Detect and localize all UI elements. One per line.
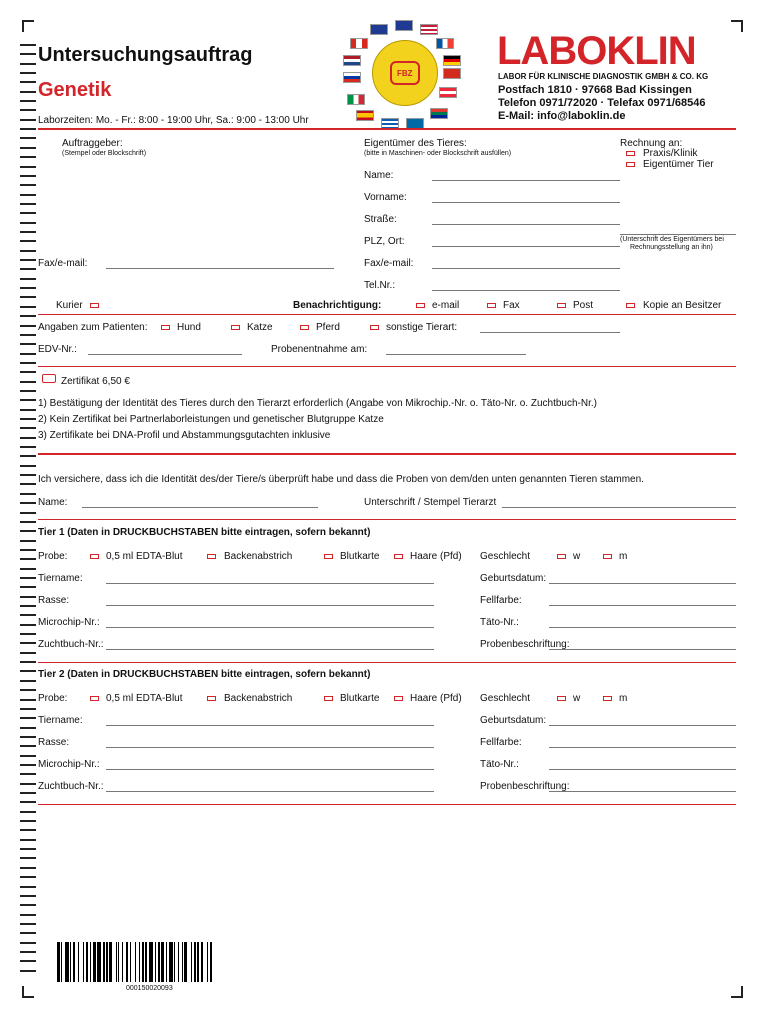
auftraggeber-label: Auftraggeber: — [62, 138, 123, 149]
barcode-bar — [191, 942, 192, 982]
probe-date-label: Probenentnahme am: — [271, 344, 368, 355]
barcode-bar — [109, 942, 112, 982]
animal-1-beschriftung-field[interactable] — [549, 649, 736, 650]
animal-2-rasse-field[interactable] — [106, 747, 434, 748]
animal-1-fellfarbe-field[interactable] — [549, 605, 736, 606]
owner-tel-field[interactable] — [432, 290, 620, 291]
scan-mark — [20, 268, 36, 270]
scan-mark — [20, 727, 36, 729]
scan-mark — [20, 399, 36, 401]
scan-mark — [20, 614, 36, 616]
barcode-bar — [161, 942, 164, 982]
barcode-bar — [57, 942, 60, 982]
scan-mark — [20, 259, 36, 261]
scan-mark — [20, 904, 36, 906]
barcode-bar — [158, 942, 159, 982]
scan-mark — [20, 792, 36, 794]
scan-mark — [20, 839, 36, 841]
animal-1-zucht-field[interactable] — [106, 649, 434, 650]
scan-mark — [20, 137, 36, 139]
barcode-bar — [184, 942, 187, 982]
scan-mark — [20, 446, 36, 448]
scan-mark — [20, 81, 36, 83]
animal-1-rasse-field[interactable] — [106, 605, 434, 606]
animal-1-w-checkbox[interactable] — [557, 554, 566, 559]
scan-mark — [20, 287, 36, 289]
scan-mark — [20, 867, 36, 869]
animal-2-geburt-field[interactable] — [549, 725, 736, 726]
scan-mark — [20, 353, 36, 355]
scan-mark — [20, 156, 36, 158]
scan-mark — [20, 325, 36, 327]
barcode-bar — [135, 942, 136, 982]
scan-mark — [20, 577, 36, 579]
scan-mark — [20, 203, 36, 205]
scan-mark — [20, 231, 36, 233]
barcode-bar — [93, 942, 96, 982]
flag-netherlands-icon — [343, 55, 361, 66]
barcode-bar — [155, 942, 156, 982]
patient-katze-label: Katze — [247, 322, 273, 333]
scan-mark — [20, 184, 36, 186]
flag-uk-icon — [370, 24, 388, 35]
barcode-bar — [201, 942, 202, 982]
scan-mark — [20, 633, 36, 635]
animal-2-edta-checkbox[interactable] — [90, 696, 99, 701]
laboklin-logo: LABOKLIN — [497, 29, 696, 73]
scan-mark — [20, 512, 36, 514]
animal-2-backen-checkbox[interactable] — [207, 696, 216, 701]
owner-tel-label: Tel.Nr.: — [364, 280, 396, 291]
animal-2-geschlecht-label: Geschlecht — [480, 693, 531, 704]
barcode-bar — [90, 942, 91, 982]
animal-1-chip-field[interactable] — [106, 627, 434, 628]
invoice-signature-hint1: (Unterschrift des Eigentümers bei — [620, 236, 724, 243]
animal-1-chip-label: Microchip-Nr.: — [38, 617, 100, 628]
animal-2-haare-checkbox[interactable] — [394, 696, 403, 701]
animal-2-tiername-field[interactable] — [106, 725, 434, 726]
animal-2-chip-label: Microchip-Nr.: — [38, 759, 100, 770]
certificate-note1: 1) Bestätigung der Identität des Tieres durch den Tierarzt erforderlich (Angabe von Mikrochip.-Nr. o. Täto-Nr. o. Zuchtbuch-Nr.) — [38, 398, 597, 409]
certificate-note2: 2) Kein Zertifikat bei Partnerlaborleistungen und genetischer Blutgruppe Katze — [38, 414, 384, 425]
notify-email-checkbox[interactable] — [416, 303, 425, 308]
animal-2-heading: Tier 2 (Daten in DRUCKBUCHSTABEN bitte eintragen, sofern bekannt) — [38, 669, 371, 680]
animal-1-edta-label: 0,5 ml EDTA-Blut — [106, 551, 183, 562]
patient-hund-checkbox[interactable] — [161, 325, 170, 330]
patient-hund-label: Hund — [177, 322, 201, 333]
declaration-signature-label: Unterschrift / Stempel Tierarzt — [364, 497, 497, 508]
scan-mark — [20, 147, 36, 149]
animal-1-haare-label: Haare (Pfd) — [410, 551, 462, 562]
barcode-number: 000150020093 — [126, 985, 173, 992]
animal-1-backen-checkbox[interactable] — [207, 554, 216, 559]
animal-1-beschriftung-label: Probenbeschriftung: — [480, 639, 570, 650]
scan-mark — [20, 605, 36, 607]
edv-label: EDV-Nr.: — [38, 344, 77, 355]
animal-2-fellfarbe-label: Fellfarbe: — [480, 737, 522, 748]
animal-2-tiername-label: Tiername: — [38, 715, 83, 726]
scan-mark — [20, 194, 36, 196]
owner-vorname-label: Vorname: — [364, 192, 407, 203]
barcode-bar — [130, 942, 131, 982]
corner-mark-bottom-right — [731, 986, 743, 998]
scan-mark — [20, 100, 36, 102]
scan-mark — [20, 222, 36, 224]
scan-mark — [20, 811, 36, 813]
owner-name-field[interactable] — [432, 180, 620, 181]
owner-strasse-field[interactable] — [432, 224, 620, 225]
scan-mark — [20, 390, 36, 392]
notify-post-checkbox[interactable] — [557, 303, 566, 308]
scan-mark — [20, 624, 36, 626]
scan-mark — [20, 502, 36, 504]
scan-mark — [20, 521, 36, 523]
animal-2-geburt-label: Geburtsdatum: — [480, 715, 547, 726]
scan-mark — [20, 427, 36, 429]
lab-hours: Laborzeiten: Mo. - Fr.: 8:00 - 19:00 Uhr, Sa.: 9:00 - 13:00 Uhr — [38, 115, 309, 126]
patient-pferd-label: Pferd — [316, 322, 340, 333]
scan-mark — [20, 586, 36, 588]
animal-1-tiername-field[interactable] — [106, 583, 434, 584]
certificate-label: Zertifikat 6,50 € — [61, 376, 130, 387]
barcode-bar — [70, 942, 71, 982]
certificate-icon — [42, 374, 56, 383]
barcode-bar — [145, 942, 146, 982]
scan-mark — [20, 437, 36, 439]
scan-mark — [20, 932, 36, 934]
lab-email: E-Mail: info@laboklin.de — [498, 110, 626, 122]
barcode-bar — [142, 942, 145, 982]
owner-plz-field[interactable] — [432, 246, 620, 247]
declaration-text: Ich versichere, dass ich die Identität des/der Tiere/s überprüft habe und dass die Proben von dem/den unten genannten Tieren stammen. — [38, 474, 644, 485]
scan-mark — [20, 109, 36, 111]
invoice-heading: Rechnung an: — [620, 138, 683, 149]
scan-mark — [20, 820, 36, 822]
barcode-bar — [73, 942, 76, 982]
animal-2-zucht-label: Zuchtbuch-Nr.: — [38, 781, 104, 792]
page-subtitle: Genetik — [38, 79, 112, 101]
divider-red — [38, 128, 736, 130]
animal-1-haare-checkbox[interactable] — [394, 554, 403, 559]
client-fax-label: Fax/e-mail: — [38, 258, 88, 269]
animal-2-blut-label: Blutkarte — [340, 693, 380, 704]
notify-email-label: e-mail — [432, 300, 460, 311]
declaration-name-field[interactable] — [82, 507, 318, 508]
barcode-bar — [166, 942, 167, 982]
declaration-name-label: Name: — [38, 497, 68, 508]
scan-mark — [20, 362, 36, 364]
notify-label: Benachrichtigung: — [293, 300, 382, 311]
fbz-seal-icon — [372, 40, 438, 106]
animal-1-backen-label: Backenabstrich — [224, 551, 293, 562]
scan-mark — [20, 53, 36, 55]
animal-1-divider-red — [38, 662, 736, 663]
auftraggeber-hint: (Stempel oder Blockschrift) — [62, 150, 147, 157]
flag-south-africa-icon — [430, 108, 448, 119]
flag-austria-icon — [439, 87, 457, 98]
scan-mark — [20, 848, 36, 850]
animal-2-fellfarbe-field[interactable] — [549, 747, 736, 748]
scan-mark — [20, 63, 36, 65]
animal-1-heading: Tier 1 (Daten in DRUCKBUCHSTABEN bitte eintragen, sofern bekannt) — [38, 527, 371, 538]
owner-fax-field[interactable] — [432, 268, 620, 269]
certificate-note3: 3) Zertifikate bei DNA-Profil und Abstammungsgutachten inklusive — [38, 430, 331, 441]
probe-date-field[interactable] — [386, 354, 526, 355]
lab-address: Postfach 1810 · 97668 Bad Kissingen — [498, 84, 692, 96]
animal-2-w-checkbox[interactable] — [557, 696, 566, 701]
notify-fax-checkbox[interactable] — [487, 303, 496, 308]
animal-2-blut-checkbox[interactable] — [324, 696, 333, 701]
barcode-bar — [116, 942, 117, 982]
client-fax-field[interactable] — [106, 268, 334, 269]
animal-2-m-checkbox[interactable] — [603, 696, 612, 701]
flag-france-icon — [436, 38, 454, 49]
barcode-bar — [139, 942, 140, 982]
owner-fax-label: Fax/e-mail: — [364, 258, 414, 269]
declaration-signature-field[interactable] — [502, 507, 736, 508]
flag-us-icon — [420, 24, 438, 35]
animal-1-zucht-label: Zuchtbuch-Nr.: — [38, 639, 104, 650]
barcode — [57, 942, 253, 982]
owner-vorname-field[interactable] — [432, 202, 620, 203]
owner-heading: Eigentümer des Tieres: — [364, 138, 467, 149]
lab-phone: Telefon 0971/72020 · Telefax 0971/68546 — [498, 97, 706, 109]
divider-red — [38, 519, 736, 520]
owner-plz-label: PLZ, Ort: — [364, 236, 405, 247]
invoice-signature-hint2: Rechnungsstellung an ihn) — [630, 244, 713, 251]
scan-mark — [20, 296, 36, 298]
scan-mark — [20, 278, 36, 280]
kurier-label: Kurier — [56, 300, 83, 311]
corner-mark-bottom-left — [22, 986, 34, 998]
scan-mark — [20, 914, 36, 916]
barcode-bar — [182, 942, 183, 982]
scan-mark — [20, 175, 36, 177]
scan-mark — [20, 717, 36, 719]
barcode-bar — [194, 942, 197, 982]
barcode-bar — [118, 942, 119, 982]
invoice-owner-checkbox[interactable] — [626, 162, 635, 167]
animal-2-backen-label: Backenabstrich — [224, 693, 293, 704]
scan-mark — [20, 530, 36, 532]
scan-mark — [20, 708, 36, 710]
barcode-bar — [178, 942, 179, 982]
edv-field[interactable] — [88, 354, 242, 355]
animal-1-w-label: w — [573, 551, 581, 562]
barcode-bar — [86, 942, 89, 982]
barcode-bar — [126, 942, 129, 982]
scan-mark — [20, 736, 36, 738]
animal-1-fellfarbe-label: Fellfarbe: — [480, 595, 522, 606]
scan-mark — [20, 895, 36, 897]
animal-2-chip-field[interactable] — [106, 769, 434, 770]
animal-1-tiername-label: Tiername: — [38, 573, 83, 584]
scan-mark — [20, 72, 36, 74]
owner-hint: (bitte in Maschinen- oder Blockschrift ausfüllen) — [364, 150, 512, 157]
animal-2-zucht-field[interactable] — [106, 791, 434, 792]
scan-mark — [20, 549, 36, 551]
scan-mark — [20, 951, 36, 953]
flag-germany-icon — [443, 55, 461, 66]
scan-mark — [20, 596, 36, 598]
scan-mark — [20, 128, 36, 130]
patient-other-label: sonstige Tierart: — [386, 322, 458, 333]
animal-2-beschriftung-label: Probenbeschriftung: — [480, 781, 570, 792]
scan-mark — [20, 699, 36, 701]
scan-mark — [20, 306, 36, 308]
scan-mark — [20, 474, 36, 476]
animal-2-rasse-label: Rasse: — [38, 737, 70, 748]
owner-strasse-label: Straße: — [364, 214, 397, 225]
scan-mark — [20, 857, 36, 859]
flag-russia-icon — [343, 72, 361, 83]
scan-mark — [20, 773, 36, 775]
scan-mark — [20, 465, 36, 467]
animal-1-rasse-label: Rasse: — [38, 595, 70, 606]
scan-mark — [20, 783, 36, 785]
divider-red — [38, 366, 736, 367]
scan-mark — [20, 371, 36, 373]
barcode-bar — [197, 942, 198, 982]
barcode-bar — [210, 942, 211, 982]
animal-1-edta-checkbox[interactable] — [90, 554, 99, 559]
flag-italy-icon — [347, 94, 365, 105]
barcode-bar — [61, 942, 62, 982]
animal-2-taeto-field[interactable] — [549, 769, 736, 770]
barcode-bar — [83, 942, 84, 982]
scan-mark — [20, 250, 36, 252]
scan-mark — [20, 483, 36, 485]
fbz-seal-text: FBZ — [397, 69, 413, 78]
invoice-praxis-label: Praxis/Klinik — [643, 148, 698, 159]
patient-katze-checkbox[interactable] — [231, 325, 240, 330]
corner-mark-top-left — [22, 20, 34, 32]
barcode-bar — [78, 942, 79, 982]
scan-mark — [20, 670, 36, 672]
flag-canada-icon — [350, 38, 368, 49]
animal-1-geburt-label: Geburtsdatum: — [480, 573, 547, 584]
scan-mark — [20, 923, 36, 925]
scan-mark — [20, 166, 36, 168]
scan-mark — [20, 493, 36, 495]
scan-mark — [20, 652, 36, 654]
flag-spain-icon — [356, 110, 374, 121]
kurier-checkbox[interactable] — [90, 303, 99, 308]
scan-mark — [20, 642, 36, 644]
animal-2-probe-label: Probe: — [38, 693, 68, 704]
notify-copy-label: Kopie an Besitzer — [643, 300, 722, 311]
animal-2-edta-label: 0,5 ml EDTA-Blut — [106, 693, 183, 704]
scan-mark — [20, 689, 36, 691]
animal-1-taeto-label: Täto-Nr.: — [480, 617, 519, 628]
animal-2-haare-label: Haare (Pfd) — [410, 693, 462, 704]
scan-mark — [20, 212, 36, 214]
barcode-bar — [65, 942, 69, 982]
scan-mark — [20, 315, 36, 317]
animal-1-m-checkbox[interactable] — [603, 554, 612, 559]
invoice-signature-field[interactable] — [620, 234, 736, 235]
scan-mark — [20, 119, 36, 121]
scan-mark — [20, 680, 36, 682]
animal-1-probe-label: Probe: — [38, 551, 68, 562]
patient-pferd-checkbox[interactable] — [300, 325, 309, 330]
animal-1-geschlecht-label: Geschlecht — [480, 551, 531, 562]
scan-mark — [20, 801, 36, 803]
scan-mark — [20, 44, 36, 46]
barcode-bar — [169, 942, 173, 982]
corner-mark-top-right — [731, 20, 743, 32]
animal-1-geburt-field[interactable] — [549, 583, 736, 584]
animal-2-divider-red — [38, 804, 736, 805]
scan-mark — [20, 540, 36, 542]
scan-mark — [20, 455, 36, 457]
flag-switzerland-icon — [443, 68, 461, 79]
animal-2-m-label: m — [619, 693, 628, 704]
scan-mark — [20, 942, 36, 944]
patient-label: Angaben zum Patienten: — [38, 322, 148, 333]
barcode-bar — [207, 942, 208, 982]
barcode-bar — [149, 942, 153, 982]
scan-mark — [20, 568, 36, 570]
scan-mark — [20, 829, 36, 831]
scan-mark — [20, 91, 36, 93]
scan-mark — [20, 764, 36, 766]
scan-mark — [20, 558, 36, 560]
barcode-bar — [97, 942, 101, 982]
owner-name-label: Name: — [364, 170, 394, 181]
divider-red — [38, 453, 736, 455]
animal-1-m-label: m — [619, 551, 628, 562]
scan-mark — [20, 240, 36, 242]
scan-mark — [20, 343, 36, 345]
scan-mark — [20, 381, 36, 383]
scan-mark — [20, 755, 36, 757]
animal-1-taeto-field[interactable] — [549, 627, 736, 628]
divider-red — [38, 314, 736, 315]
animal-1-blut-checkbox[interactable] — [324, 554, 333, 559]
invoice-praxis-checkbox[interactable] — [626, 151, 635, 156]
scan-mark — [20, 970, 36, 972]
notify-copy-checkbox[interactable] — [626, 303, 635, 308]
animal-1-blut-label: Blutkarte — [340, 551, 380, 562]
scan-mark — [20, 876, 36, 878]
flag-nz-icon — [395, 20, 413, 31]
page-title: Untersuchungsauftrag — [38, 44, 253, 66]
scan-mark — [20, 745, 36, 747]
logo-subtitle: LABOR FÜR KLINISCHE DIAGNOSTIK GMBH & CO. KG — [498, 72, 709, 81]
animal-2-w-label: w — [573, 693, 581, 704]
notify-post-label: Post — [573, 300, 594, 311]
barcode-bar — [174, 942, 175, 982]
animal-2-taeto-label: Täto-Nr.: — [480, 759, 519, 770]
scan-mark — [20, 418, 36, 420]
barcode-bar — [106, 942, 107, 982]
invoice-owner-label: Eigentümer Tier — [643, 159, 714, 170]
patient-other-field[interactable] — [480, 332, 620, 333]
barcode-bar — [122, 942, 123, 982]
barcode-bar — [103, 942, 106, 982]
scan-mark — [20, 409, 36, 411]
animal-2-beschriftung-field[interactable] — [549, 791, 736, 792]
scan-mark — [20, 960, 36, 962]
scan-mark — [20, 886, 36, 888]
notify-fax-label: Fax — [503, 300, 520, 311]
scan-mark — [20, 334, 36, 336]
patient-other-checkbox[interactable] — [370, 325, 379, 330]
scan-mark — [20, 661, 36, 663]
